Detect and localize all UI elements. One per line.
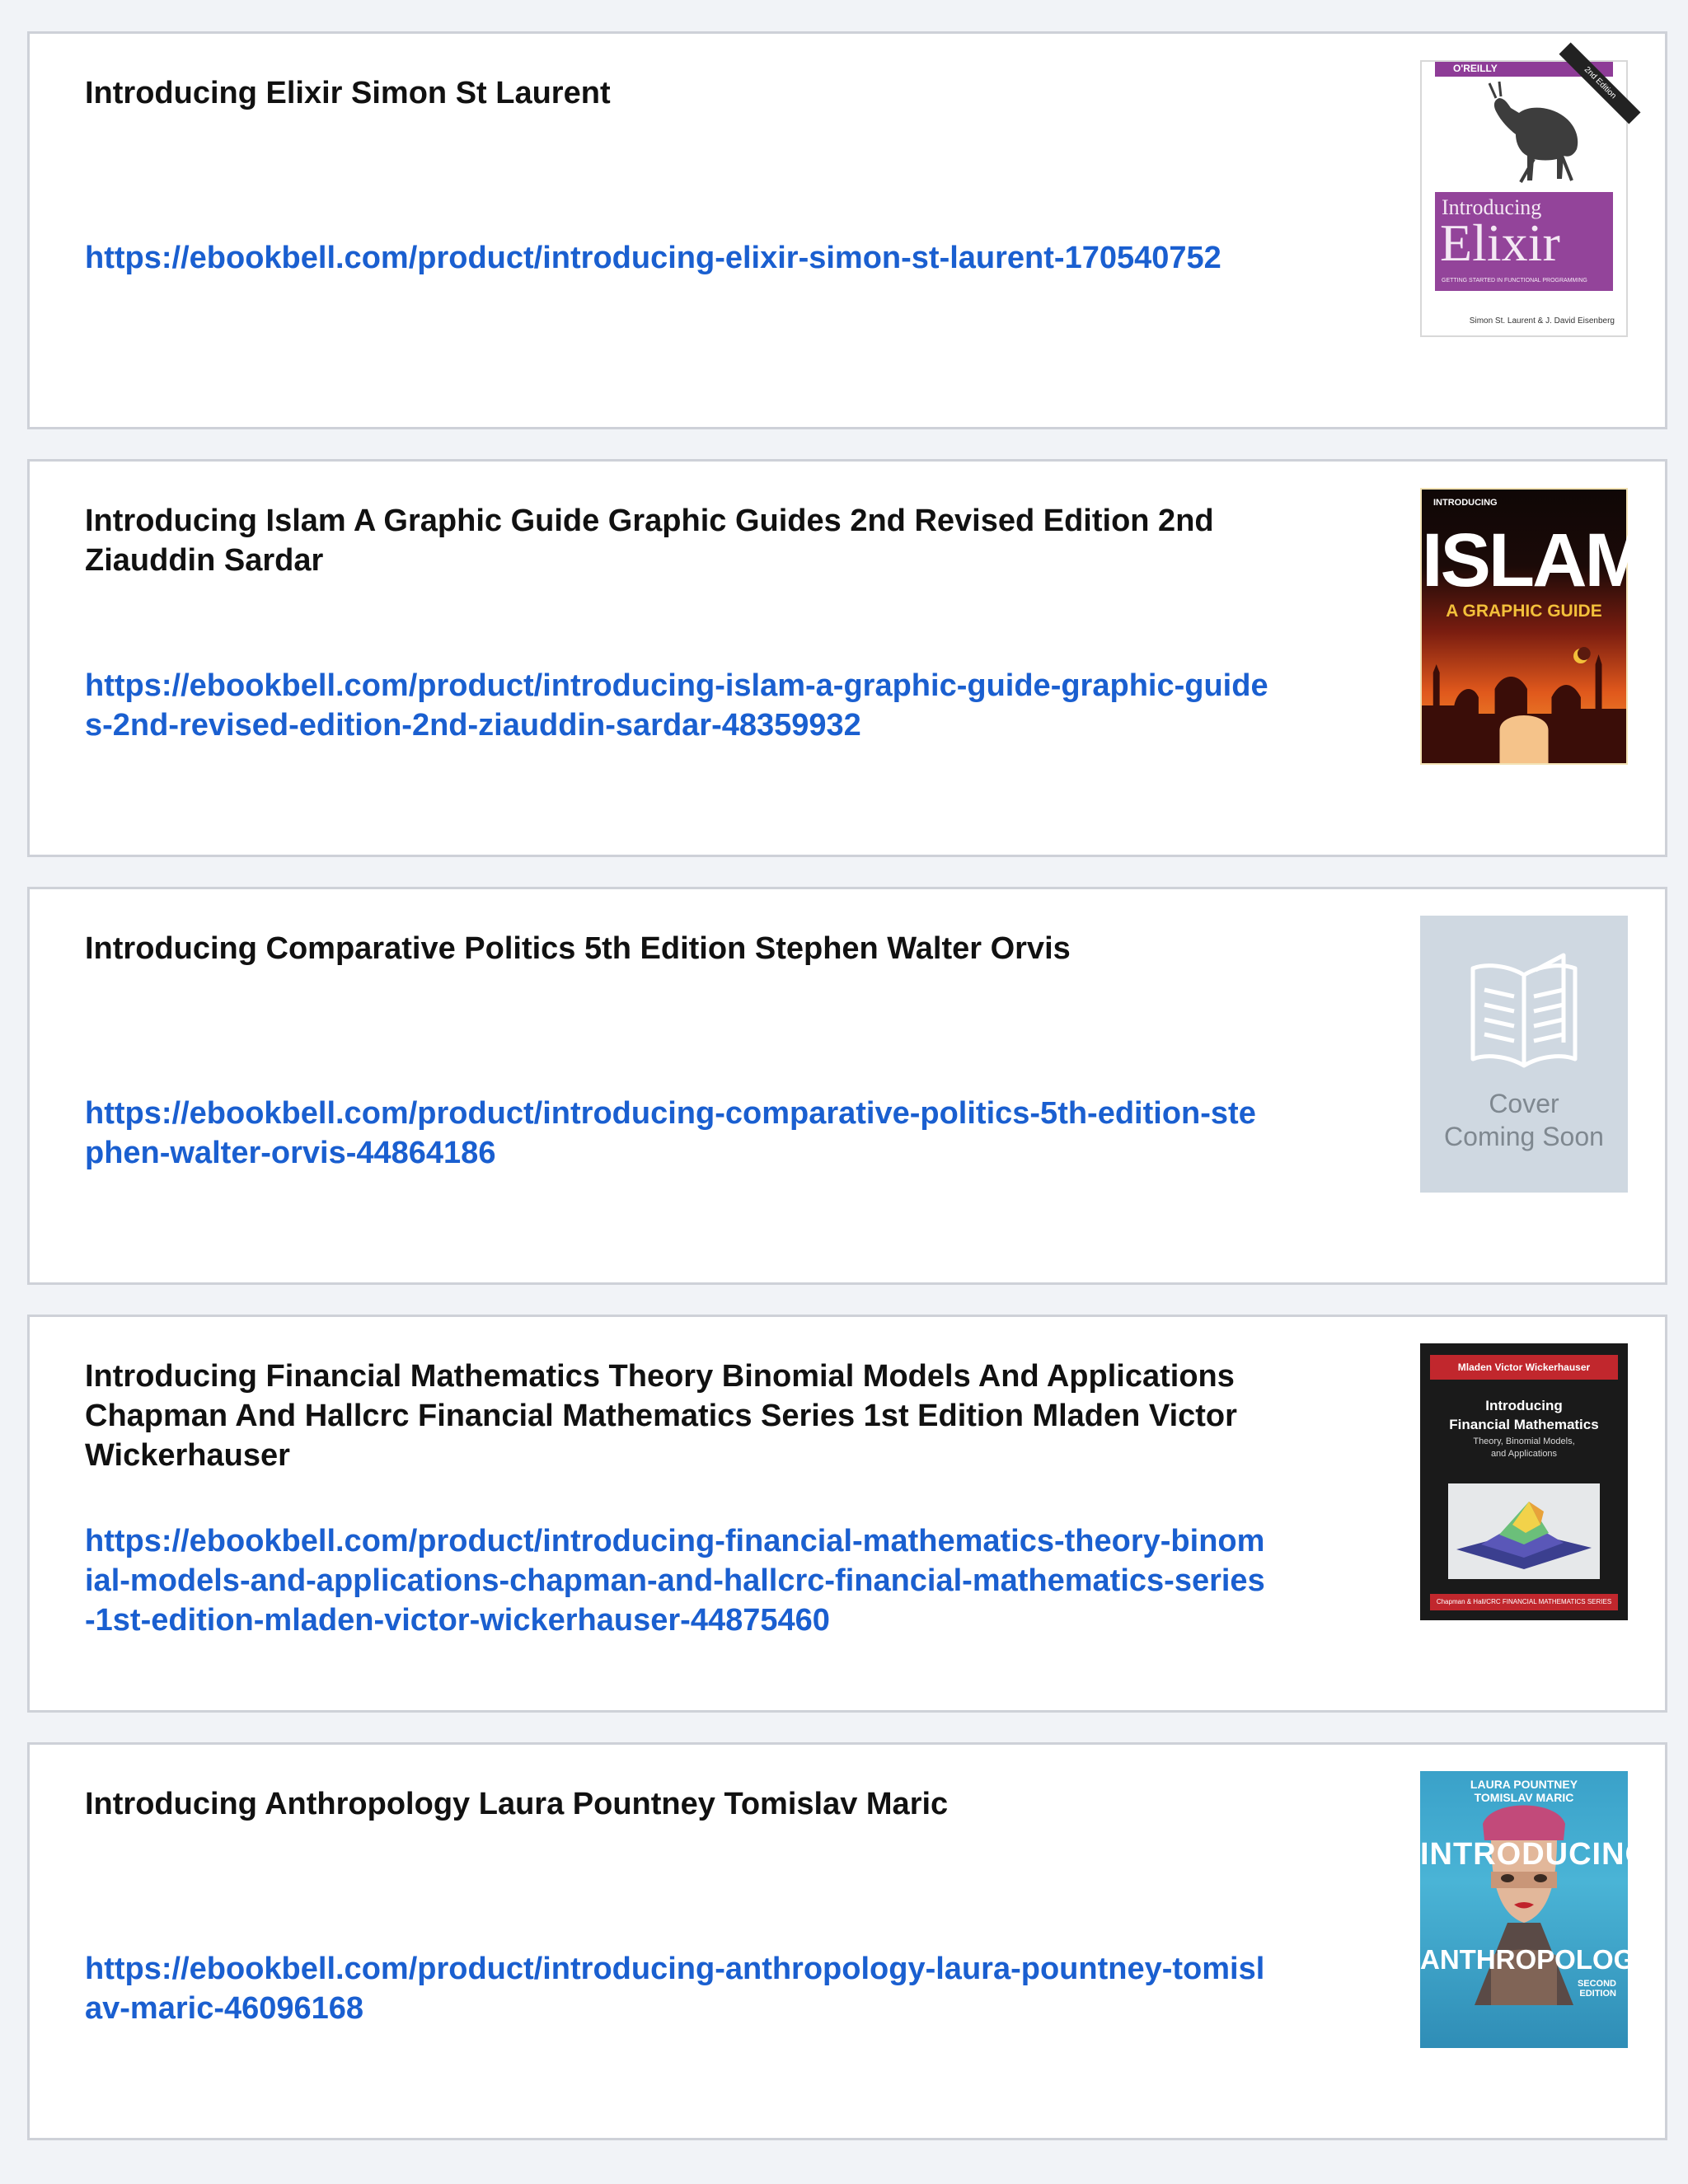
mosque-skyline-icon xyxy=(1422,640,1626,763)
book-card xyxy=(27,459,1667,857)
book-title: Introducing Islam A Graphic Guide Graphic Guides 2nd Revised Edition 2nd Ziauddin Sardar xyxy=(85,504,1214,578)
placeholder-line2: Coming Soon xyxy=(1444,1122,1604,1151)
cover-subtitle-line2: and Applications xyxy=(1490,1449,1558,1459)
cover-edition-line1: SECOND xyxy=(1577,1979,1616,1989)
cover-author1: LAURA POUNTNEY xyxy=(1470,1778,1578,1791)
antelope-illustration-icon xyxy=(1471,80,1603,195)
book-cover[interactable] xyxy=(1420,488,1646,765)
cover-author: Mladen Victor Wickerhauser xyxy=(1430,1355,1618,1380)
series-name: Chapman & Hall/CRC FINANCIAL MATHEMATICS SERIES xyxy=(1430,1594,1618,1610)
open-book-icon xyxy=(1466,952,1582,1076)
cover-title-line1: Introducing xyxy=(1485,1398,1563,1413)
cover-subtitle xyxy=(1420,1436,1628,1460)
cover-title-line1: INTRODUCING xyxy=(1420,1837,1651,1872)
book-title: Introducing Anthropology Laura Pountney Tomislav Maric xyxy=(85,1787,949,1821)
cover-title-line2: ANTHROPOLOGY xyxy=(1420,1944,1653,1975)
series-tag: INTRODUCING xyxy=(1433,498,1498,508)
placeholder-text xyxy=(1420,1087,1628,1153)
book-card xyxy=(27,887,1667,1285)
cover-subtitle-line1: Theory, Binomial Models, xyxy=(1473,1436,1575,1446)
book-title: Introducing Financial Mathematics Theory Binomial Models And Applications Chapman And Hallcrc Financial Mathematics Series 1st Edition Mladen Victor Wickerhauser xyxy=(85,1359,1237,1473)
cover-title-line2: Financial Mathematics xyxy=(1449,1417,1599,1432)
book-card xyxy=(27,1742,1667,2140)
placeholder-line1: Cover xyxy=(1489,1089,1559,1118)
publisher-name: O'REILLY xyxy=(1453,63,1498,74)
book-cover[interactable] xyxy=(1420,1771,1653,2048)
book-card xyxy=(27,31,1667,429)
cover-title-line2: Elixir xyxy=(1440,213,1560,272)
cover-title xyxy=(1420,1396,1628,1434)
book-link[interactable]: https://ebookbell.com/product/introducing-anthropology-laura-pountney-tomislav-maric-46096168 xyxy=(85,1952,1265,2026)
surface-plot xyxy=(1448,1483,1600,1579)
cover-title-line1: Introducing xyxy=(1442,195,1542,219)
cover-authors xyxy=(1420,1778,1628,1804)
book-card xyxy=(27,1315,1667,1713)
book-title: Introducing Elixir Simon St Laurent xyxy=(85,76,611,110)
title-block xyxy=(1435,192,1613,291)
book-link[interactable]: https://ebookbell.com/product/introducing-comparative-politics-5th-edition-stephen-walter-orvis-44864186 xyxy=(85,1096,1256,1170)
cover-edition xyxy=(1578,1979,1616,1999)
book-cover[interactable] xyxy=(1420,1343,1628,1620)
surface-plot-icon xyxy=(1448,1483,1600,1579)
book-cover[interactable] xyxy=(1420,60,1628,337)
cover-title: ISLAM xyxy=(1422,518,1646,602)
book-link[interactable]: https://ebookbell.com/product/introducing-elixir-simon-st-laurent-170540752 xyxy=(85,241,1221,275)
cover-author2: TOMISLAV MARIC xyxy=(1474,1791,1574,1804)
book-link[interactable]: https://ebookbell.com/product/introducing-financial-mathematics-theory-binomial-models-and-applications-chapman-and-hallcrc-financial-mathematics-series-1st-edition-mladen-victor-wickerhauser-44875460 xyxy=(85,1524,1265,1638)
cover-authors: Simon St. Laurent & J. David Eisenberg xyxy=(1469,316,1615,326)
book-cover-placeholder[interactable] xyxy=(1420,916,1628,1193)
cover-subtitle: A GRAPHIC GUIDE xyxy=(1446,602,1602,621)
edition-ribbon: 2nd Edition xyxy=(1559,43,1641,124)
book-link[interactable]: https://ebookbell.com/product/introducing-islam-a-graphic-guide-graphic-guides-2nd-revised-edition-2nd-ziauddin-sardar-48359932 xyxy=(85,668,1268,743)
book-title: Introducing Comparative Politics 5th Edition Stephen Walter Orvis xyxy=(85,931,1071,966)
cover-tagline: GETTING STARTED IN FUNCTIONAL PROGRAMMING xyxy=(1442,278,1587,284)
cover-edition-line2: EDITION xyxy=(1579,1989,1616,1999)
